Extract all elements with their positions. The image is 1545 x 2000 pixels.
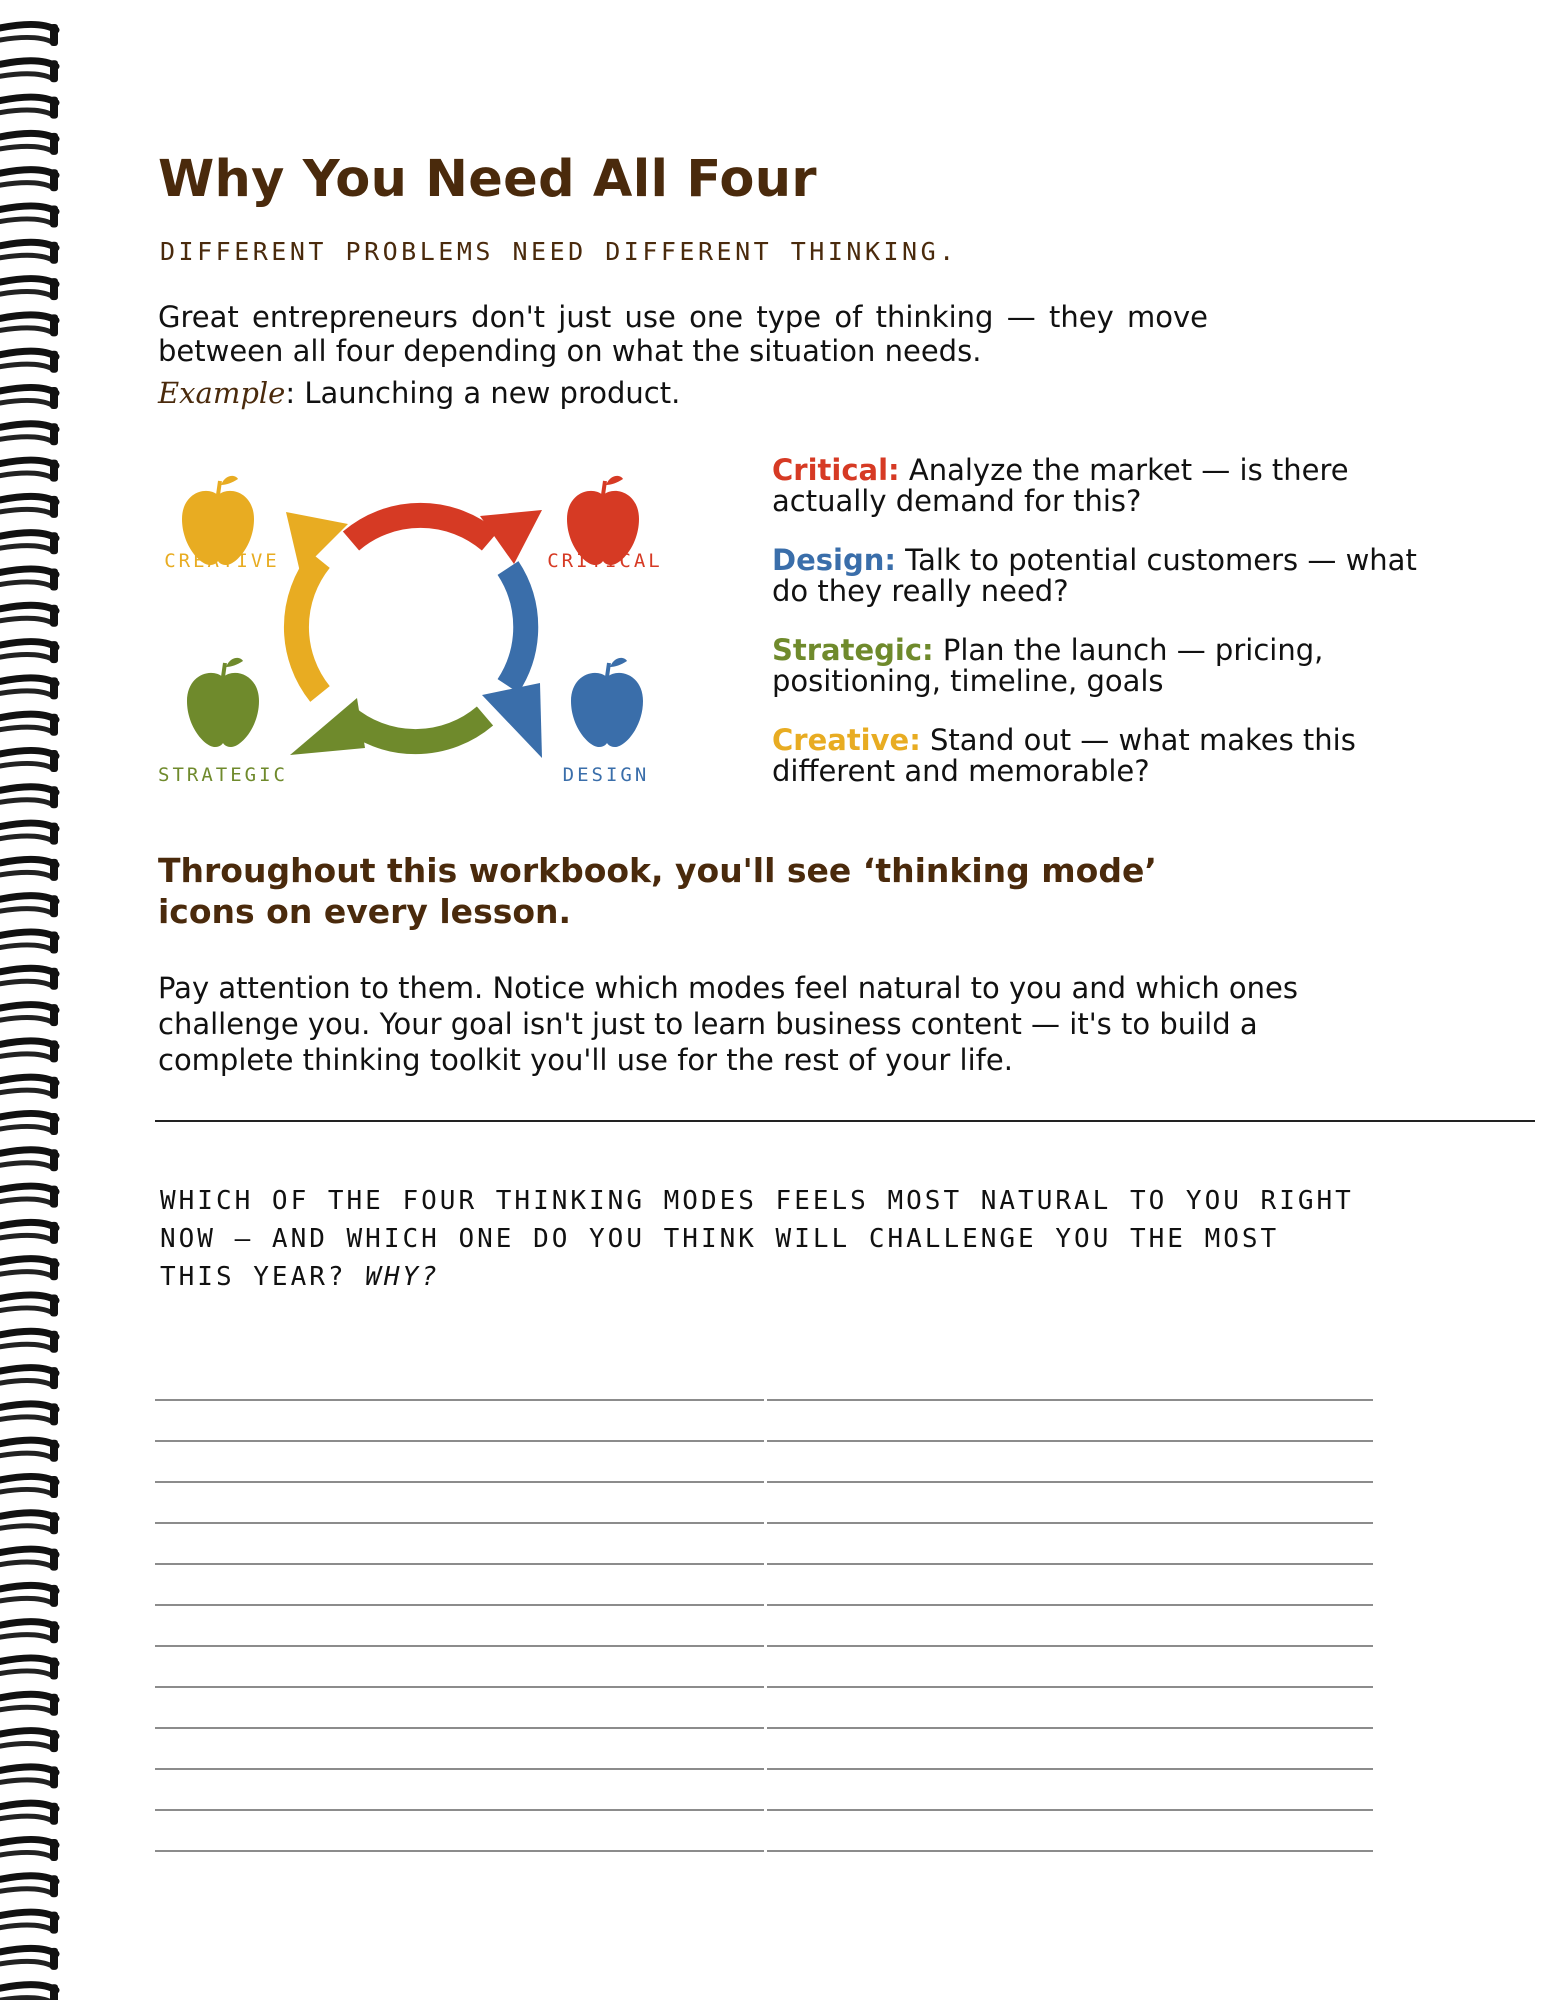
writing-line[interactable]	[155, 1688, 1373, 1729]
writing-line[interactable]	[155, 1360, 1373, 1401]
writing-line[interactable]	[155, 1483, 1373, 1524]
design-apple-icon	[571, 658, 643, 747]
thinking-modes-list	[772, 455, 1432, 815]
strategic-label: STRATEGIC	[158, 764, 288, 786]
example-line	[158, 376, 680, 410]
writing-line[interactable]	[155, 1442, 1373, 1483]
workbook-heading: Throughout this workbook, you'll see ‘thinking mode’ icons on every lesson.	[158, 851, 1157, 931]
page-title: Why You Need All Four	[158, 150, 817, 209]
writing-line[interactable]	[155, 1565, 1373, 1606]
writing-area[interactable]	[155, 1360, 1373, 1852]
page-subtitle: DIFFERENT PROBLEMS NEED DIFFERENT THINKING.	[160, 237, 958, 266]
mode-critical	[772, 455, 1432, 517]
mode-critical-label: Critical:	[772, 453, 900, 487]
workbook-body: Pay attention to them. Notice which modes feel natural to you and which ones challenge you. Your goal isn't just to learn business content — it's to build a complete thinking toolkit you'll use for the rest of your life.	[158, 971, 1299, 1077]
mode-creative	[772, 725, 1432, 787]
design-arc-arrow	[508, 568, 526, 686]
writing-line[interactable]	[155, 1401, 1373, 1442]
example-label: Example	[158, 376, 286, 410]
reflection-prompt-text: WHICH OF THE FOUR THINKING MODES FEELS MOST NATURAL TO YOU RIGHT NOW — AND WHICH ONE DO YOU THINK WILL CHALLENGE YOU THE MOST THIS YEAR?	[160, 1186, 1354, 1292]
writing-line[interactable]	[155, 1606, 1373, 1647]
reflection-prompt-why: WHY?	[365, 1262, 440, 1292]
mode-creative-label: Creative:	[772, 723, 921, 757]
strategic-arc-arrow	[346, 716, 485, 742]
intro-paragraph: Great entrepreneurs don't just use one type of thinking — they move between all four depending on what the situation needs.	[158, 300, 1208, 368]
mode-strategic-text: Plan the launch — pricing, positioning, timeline, goals	[772, 633, 1324, 698]
mode-strategic	[772, 635, 1432, 697]
writing-line[interactable]	[155, 1647, 1373, 1688]
thinking-modes-cycle-diagram	[150, 440, 680, 800]
mode-creative-text: Stand out — what makes this different and memorable?	[772, 723, 1356, 788]
writing-line[interactable]	[155, 1524, 1373, 1565]
mode-strategic-label: Strategic:	[772, 633, 934, 667]
section-divider	[155, 1120, 1535, 1122]
creative-arc-arrow	[296, 560, 320, 694]
design-arrowhead	[482, 683, 542, 758]
critical-label: CRITICAL	[547, 550, 663, 572]
reflection-prompt	[160, 1182, 1360, 1296]
mode-design-text: Talk to potential customers — what do they really need?	[772, 543, 1417, 608]
strategic-apple-icon	[187, 658, 259, 747]
writing-line[interactable]	[155, 1729, 1373, 1770]
mode-design-label: Design:	[772, 543, 896, 577]
writing-line[interactable]	[155, 1811, 1373, 1852]
mode-critical-text: Analyze the market — is there actually demand for this?	[772, 453, 1349, 518]
writing-line[interactable]	[155, 1770, 1373, 1811]
critical-arc-arrow	[351, 515, 490, 541]
strategic-arrowhead	[290, 698, 365, 755]
design-label: DESIGN	[562, 764, 650, 786]
creative-label: CREATIVE	[164, 550, 280, 572]
mode-design	[772, 545, 1432, 607]
example-text: : Launching a new product.	[285, 376, 681, 410]
